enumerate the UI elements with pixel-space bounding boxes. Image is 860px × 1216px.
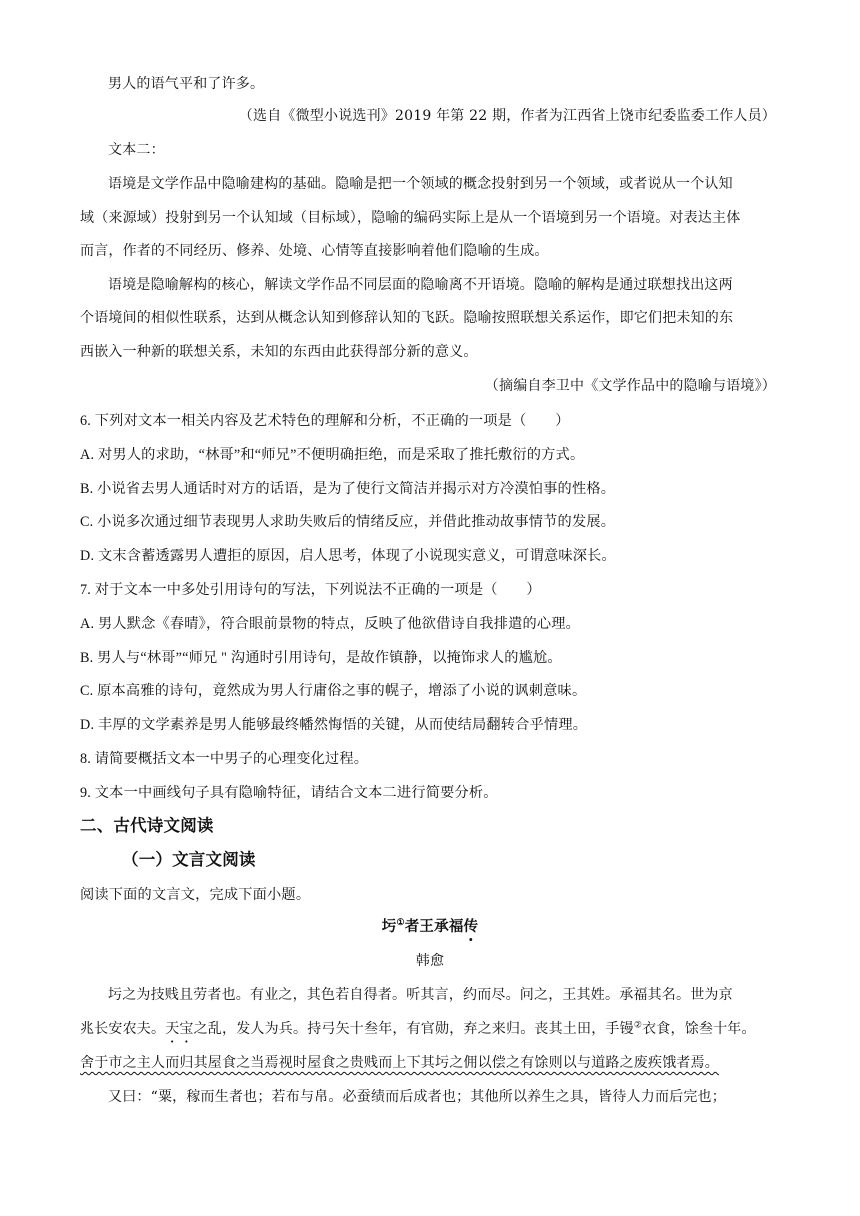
emphasis-char-bao: 宝 xyxy=(179,1021,194,1037)
question-6-option-d: D. 文末含蓄透露男人遭拒的原因，启人思考，体现了小说现实意义，可谓意味深长。 xyxy=(80,548,616,564)
footnote-marker-1: ① xyxy=(396,918,405,929)
text1-source: （选自《微型小说选刊》2019 年第 22 期，作者为江西省上饶市纪委监委工作人员） xyxy=(238,108,776,124)
section-2-sub-heading: （一）文言文阅读 xyxy=(122,850,256,869)
text2-p2-line3: 西嵌入一种新的联想关系，未知的东西由此获得部分新的意义。 xyxy=(80,344,478,360)
footnote-marker-2: ② xyxy=(633,1020,643,1031)
text2-p1-line1: 语境是文学作品中隐喻建构的基础。隐喻是把一个领域的概念投射到另一个领域，或者说从一个认知 xyxy=(108,176,733,192)
reading-instruction: 阅读下面的文言文，完成下面小题。 xyxy=(80,887,311,903)
text2-p1-line2: 域（来源域）投射到另一个认知域（目标域），隐喻的编码实际上是从一个语境到另一个语境。对表达主体 xyxy=(80,210,741,226)
classical-line-4: 又曰：“粟，稼而生者也；若布与帛。必蚕绩而后成者也；其他所以养生之具，皆待人力而后完也； xyxy=(108,1089,726,1105)
classical-line-3-underlined: 舍于市之主人而归其屋食之当焉视时屋食之贵贱而上下其圬之佣以偿之有馀则以与道路之废疾饿者焉。 xyxy=(80,1055,719,1071)
classical-line-2 xyxy=(80,1019,756,1039)
emphasis-char-tian: 天 xyxy=(165,1021,180,1037)
question-6-option-a: A. 对男人的求助，“林哥”和“师兄”不便明确拒绝，而是采取了推托敷衍的方式。 xyxy=(80,447,585,463)
classical-text-author: 韩愈 xyxy=(415,953,445,969)
text2-source: （摘编自李卫中《文学作品中的隐喻与语境》） xyxy=(484,378,776,394)
question-6-stem: 6. 下列对文本一相关内容及艺术特色的理解和分析，不正确的一项是（ ） xyxy=(80,413,570,429)
question-7-option-d: D. 丰厚的文学素养是男人能够最终幡然悔悟的关键，从而使结局翻转合乎情理。 xyxy=(80,717,588,733)
title-part-1: 圬 xyxy=(381,918,397,935)
question-9: 9. 文本一中画线句子具有隐喻特征，请结合文本二进行简要分析。 xyxy=(80,785,498,801)
section-2-heading: 二、古代诗文阅读 xyxy=(80,816,214,835)
text2-p2-line1: 语境是隐喻解构的核心，解读文学作品不同层面的隐喻离不开语境。隐喻的解构是通过联想找出这两 xyxy=(108,277,733,293)
classical-line-2-part-b: 之乱，发人为兵。持弓矢十叁年，有官勋，弃之来归。丧其土田，手镘 xyxy=(193,1021,634,1037)
title-emphasis-char: 传 xyxy=(463,918,479,935)
text2-p1-line3: 而言，作者的不同经历、修养、处境、心情等直接影响着他们隐喻的生成。 xyxy=(80,243,549,259)
text1-last-line: 男人的语气平和了许多。 xyxy=(108,76,265,92)
question-8: 8. 请简要概括文本一中男子的心理变化过程。 xyxy=(80,751,369,767)
question-7-option-b: B. 男人与“林哥”“师兄 " 沟通时引用诗句，是故作镇静，以掩饰求人的尴尬。 xyxy=(80,650,562,666)
classical-line-1: 圬之为技贱且劳者也。有业之，其色若自得者。听其言，约而尽。问之，王其姓。承福其名。世为京 xyxy=(108,987,733,1003)
question-6-option-c: C. 小说多次通过细节表现男人求助失败后的情绪反应，并借此推动故事情节的发展。 xyxy=(80,514,616,530)
classical-text-title xyxy=(0,917,860,937)
classical-line-2-part-c: 衣食，馀叁十年。 xyxy=(642,1021,756,1037)
title-part-2: 者王承福 xyxy=(404,918,464,935)
question-7-stem: 7. 对于文本一中多处引用诗句的写法，下列说法不正确的一项是（ ） xyxy=(80,582,541,598)
text2-p2-line2: 个语境间的相似性联系，达到从概念认知到修辞认知的飞跃。隐喻按照联想关系运作，即它们把未知的东 xyxy=(80,310,734,326)
question-7-option-c: C. 原本高雅的诗句，竟然成为男人行庸俗之事的幌子，增添了小说的讽刺意味。 xyxy=(80,683,587,699)
question-7-option-a: A. 男人默念《春晴》，符合眼前景物的特点，反映了他欲借诗自我排遣的心理。 xyxy=(80,616,581,632)
classical-line-2-part-a: 兆长安农夫。 xyxy=(80,1021,166,1037)
text2-heading: 文本二： xyxy=(108,142,165,158)
question-6-option-b: B. 小说省去男人通话时对方的话语，是为了使行文简洁并揭示对方冷漠怕事的性格。 xyxy=(80,481,616,497)
